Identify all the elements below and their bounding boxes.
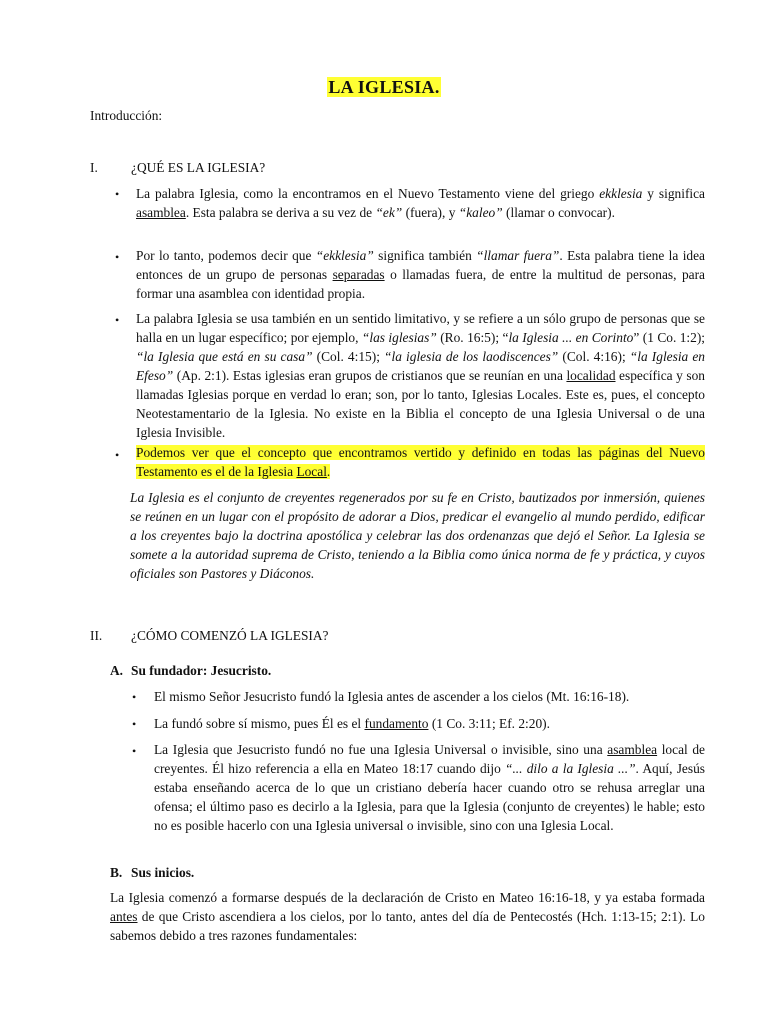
text-run: B.	[110, 865, 123, 880]
section-heading-2	[90, 626, 329, 645]
text-run: La fundó sobre sí mismo, pues Él es el	[154, 716, 365, 731]
paragraph-inicios	[110, 888, 705, 945]
text-run: Local	[296, 464, 327, 479]
paragraph-fundo: El mismo Señor Jesucristo fundó la Iglesia antes de ascender a los cielos (Mt. 16:16-18).	[154, 689, 630, 704]
text-run: La palabra Iglesia se usa también en un sentido limitativo, y se refiere a un sólo grupo de personas que se halla en un lugar específico; por ejemplo,	[136, 311, 705, 345]
page-title	[0, 78, 768, 98]
text-run: ¿QUÉ ES LA IGLESIA?	[131, 160, 266, 175]
text-run: .	[326, 464, 331, 479]
bullet-marker: •	[132, 744, 137, 758]
text-run: (Col. 4:15);	[312, 349, 385, 364]
text-run: “la Iglesia que está en su casa”	[136, 349, 313, 364]
text-run: antes	[110, 909, 138, 924]
text-run: . Esta palabra tiene la idea entonces de un grupo de personas	[136, 248, 705, 282]
bullet-marker: •	[115, 187, 120, 201]
text-run: La palabra Iglesia, como la encontramos en el Nuevo Testamento viene del griego	[136, 186, 600, 201]
text-run: Su fundador: Jesucristo.	[131, 663, 272, 678]
subsection-heading-b	[110, 863, 194, 882]
text-run: (Ap. 2:1). Estas iglesias eran grupos de cristianos que se reunían en una	[173, 368, 567, 383]
text-run: Podemos ver que el concepto que encontramos vertido y definido en todas las páginas del Nuevo Testamento es el de la Iglesia	[136, 445, 705, 479]
text-run: específica y son llamadas Iglesias porque en verdad lo eran; son, por lo tanto, Iglesias Locales. Este es, pues, el concepto Neotestamentario de la Iglesia. No existe en la Biblia el concepto de una Iglesia Universal o de una Iglesia Invisible.	[136, 368, 705, 440]
text-run: local de creyentes. Él hizo referencia a ella en Mateo 18:17 cuando dijo	[154, 742, 705, 776]
bullet-marker: •	[115, 250, 120, 264]
text-run: “la iglesia de los laodiscences”	[384, 349, 559, 364]
text-run: LA IGLESIA.	[328, 77, 440, 97]
bullet-marker: •	[115, 313, 120, 327]
bullet-marker: •	[132, 690, 137, 704]
paragraph-iglesias-locales	[136, 309, 705, 442]
text-run: localidad	[566, 368, 616, 383]
text-run: (Ro. 16:5); “	[436, 330, 509, 345]
text-run: II.	[90, 628, 103, 643]
paragraph-iglesia-local	[154, 740, 705, 835]
text-run: Por lo tanto, podemos decir que	[136, 248, 316, 263]
bullet-marker: •	[115, 448, 120, 462]
text-run: o llamadas fuera, de entre la multitud de personas, para formar una asamblea con identidad propia.	[136, 267, 705, 301]
text-run: (1 Co. 3:11; Ef. 2:20).	[428, 716, 550, 731]
paragraph-concepto-highlight	[136, 443, 705, 481]
text-run: “las iglesias”	[361, 330, 437, 345]
subsection-heading-a	[110, 661, 271, 680]
intro-label: Introducción:	[90, 108, 163, 123]
paragraph-llamar-fuera	[136, 246, 705, 303]
text-run: (Col. 4:16);	[558, 349, 630, 364]
text-run: I.	[90, 160, 98, 175]
text-run: ekklesia	[599, 186, 643, 201]
text-run: Sus inicios.	[131, 865, 195, 880]
text-run: la Iglesia ... en Corinto	[508, 330, 634, 345]
text-run: de que Cristo ascendiera a los cielos, por lo tanto, antes del día de Pentecostés (Hch. 1:13-15; 2:1). Lo sabemos debido a tres razones fundamentales:	[110, 909, 705, 943]
text-run: “... dilo a la Iglesia ...”	[505, 761, 636, 776]
section-heading-1	[90, 158, 265, 177]
text-run: “ekklesia”	[315, 248, 374, 263]
text-run: asamblea	[607, 742, 658, 757]
text-run: (llamar o convocar).	[502, 205, 615, 220]
text-run: (fuera), y	[402, 205, 459, 220]
text-run: significa también	[373, 248, 477, 263]
text-run: “kaleo”	[458, 205, 503, 220]
definition-paragraph	[130, 488, 705, 583]
bullet-marker: •	[132, 717, 137, 731]
text-run: La Iglesia que Jesucristo fundó no fue una Iglesia Universal o invisible, sino una	[154, 742, 608, 757]
text-run: ¿CÓMO COMENZÓ LA IGLESIA?	[131, 628, 329, 643]
text-run: “ek”	[375, 205, 403, 220]
text-run: ” (1 Co. 1:2);	[633, 330, 706, 345]
text-run: “llamar fuera”	[476, 248, 560, 263]
text-run: asamblea	[136, 205, 186, 220]
text-run: La Iglesia comenzó a formarse después de la declaración de Cristo en Mateo 16:16-18, y ya estaba formada	[110, 890, 705, 905]
text-run: La Iglesia es el conjunto de creyentes regenerados por su fe en Cristo, bautizados por inmersión, quienes se reúnen en un lugar con el propósito de adorar a Dios, predicar el evangelio al mundo perdido, edificar a los creyentes bajo la doctrina apostólica y celebrar las dos ordenanzas que dejó el Señor. La Iglesia se somete a la autoridad suprema de Cristo, teniendo a la Biblia como única norma de fe y práctica, y cuyos oficiales son Pastores y Diáconos.	[130, 490, 705, 581]
paragraph-ekklesia	[136, 184, 705, 222]
text-run: separadas	[332, 267, 385, 282]
text-run: fundamento	[364, 716, 429, 731]
text-run: “la Iglesia en Efeso”	[136, 349, 705, 383]
text-run: . Esta palabra se deriva a su vez de	[185, 205, 376, 220]
text-run: y significa	[642, 186, 706, 201]
text-run: . Aquí, Jesús estaba enseñando acerca de lo que un cristiano debería hacer cuando otro se rehusa arreglar una ofensa; el último paso es decirlo a la Iglesia, para que la Iglesia (conjunto de creyentes) le hable; esto no es posible hacerlo con una Iglesia universal o invisible, sino con una Iglesia Local.	[154, 761, 705, 833]
paragraph-fundamento	[154, 714, 705, 733]
text-run: A.	[110, 663, 124, 678]
